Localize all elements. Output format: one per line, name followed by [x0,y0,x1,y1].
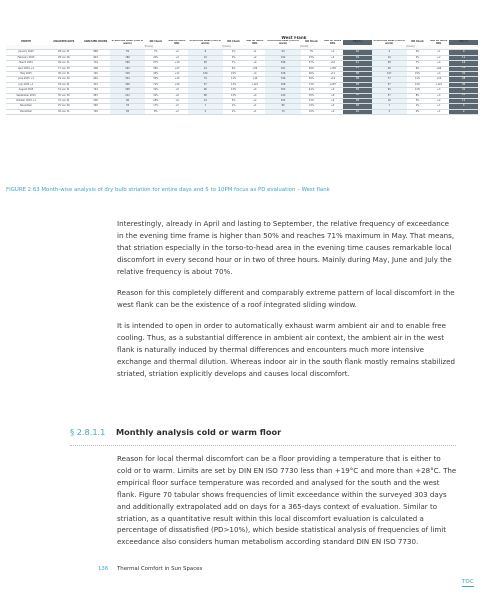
table-cell: 0% [407,50,428,55]
table-cell: +2 [322,109,343,114]
col-analyzed-days: ANALYZED DAYS [53,40,75,44]
table-cell: +4 [428,61,449,66]
cell-month: January 2015 [6,50,46,55]
table-cell: 0% [407,109,428,114]
table-cell: +10 [322,61,343,66]
table-cell: 10% [301,109,322,114]
table-cell: 13% [223,93,244,98]
table-cell: 28 von 31 [46,50,81,55]
table-cell: 23% [301,55,322,60]
cell-month: March 2015 [6,61,46,66]
table-cell: +1 [244,50,265,55]
table-cell: 28 von 28 [46,55,81,60]
table-cell: 7 [372,104,407,109]
table-cell: +4 [244,93,265,98]
cell-month: September 2015 [6,93,46,98]
unit-label: [hours] [372,45,450,50]
table-cell: 24 [188,66,223,71]
table-cell: 11% [223,77,244,82]
table-cell: 7% [407,61,428,66]
table-cell: 11 [449,98,478,103]
col-pd-b: PD(%) [449,40,478,45]
table-cell: 7% [301,50,322,55]
table-cell: 13% [223,82,244,87]
table-cell: +27 [166,66,187,71]
table-cell: 8% [145,109,166,114]
table-cell: +3 [322,50,343,55]
table-cell: 7% [145,50,166,55]
table-cell: 30 von 31 [46,71,81,76]
table-cell: 4 [449,104,478,109]
table-cell: +122 [428,82,449,87]
table-cell: 432 [81,82,109,87]
paragraph-4: Reason for local thermal discomfort can be a floor providing a temperature that is either to cold or to warm. Limits are set by DIN EN ISO 7730 less than +19°C and more than +28°C. The empirical floor surface temperature was recorded and analysed for the south and the west flank. Figure 70 tabular shows frequencies of limit exceedance within the surveyed 303 days and additionally extrapolated add on days for a 365-days context of evaluation. Similar to striation, as a quantitative result within this local discomfort evaluation is calculated a percentage of dissatisfied (PD>10%), which beside statistical analysis of frequencies of limit exceedance also considers human metabolism according standard DIN EN ISO 7730. [117,454,457,547]
table-cell: 95 [372,88,407,93]
table-cell: +1 [428,50,449,55]
table-cell: 1% [223,109,244,114]
table-cell: 71% [301,82,322,87]
table-cell: +20 [166,82,187,87]
table-cell: 64 [265,50,300,55]
table-cell: 41% [301,88,322,93]
table-cell: 396 [110,61,145,66]
table-cell: 8 [188,50,223,55]
table-cell: 308 [265,82,300,87]
table-cell: 15% [223,71,244,76]
table-cell: 88 [188,93,223,98]
table-cell: 15% [407,71,428,76]
table-cell: 107 [372,71,407,76]
table-cell: 8% [407,93,428,98]
col-striation-d: STRIATION Meas (cold or warm) [373,40,406,45]
table-cell: +5 [166,104,187,109]
col-add-a: add on hours DDL [168,40,186,45]
table-cell: +5 [322,104,343,109]
table-cell: 31 von 31 [46,88,81,93]
table-cell: +14 [166,77,187,82]
table-cell: 28 [372,66,407,71]
table-cell: 40% [301,66,322,71]
table-cell: 79 [188,77,223,82]
table-cell: +122 [244,82,265,87]
col-add-d: add on hours DDL [430,40,448,45]
table-cell: +11 [166,71,187,76]
table-cell: 4 [372,50,407,55]
paragraph-2: Reason for this completely different and comparably extreme pattern of local discomfort in the west flank can be the existence of a roof integrated sliding window. [117,288,455,309]
table-cell: 39 [343,55,371,60]
col-month: MONTH [21,40,31,44]
table-cell: +10 [244,77,265,82]
table-cell: 44% [145,71,166,76]
table-cell: +2 [166,109,187,114]
table-cell: 30 [449,82,478,87]
table-cell: 57% [145,61,166,66]
section-title: Monthly analysis cold or warm floor [116,427,282,437]
cell-month: April 2015 +1 [6,66,46,71]
section-heading [70,427,456,446]
table-cell: 35% [301,93,322,98]
table-cell: 13% [223,88,244,93]
table-cell: 692 [81,77,109,82]
table-cell: 38 [343,82,371,87]
table-cell: +2 [166,50,187,55]
table-cell: 720 [81,109,109,114]
table-cell: 57 [372,82,407,87]
table-cell: 21% [301,98,322,103]
table-cell: 868 [81,50,109,55]
table-cell: 11% [407,77,428,82]
col-add-c: add on hours DDL [324,40,342,45]
table-cell: 38 [343,98,371,103]
table-cell: 38 [343,77,371,82]
table-cell: +1 [244,104,265,109]
table-cell: 565 [81,104,109,109]
table-cell: 14 [188,98,223,103]
table-cell: +4 [428,71,449,76]
table-cell: +2 [428,55,449,60]
table-cell: +11 [322,71,343,76]
page-footer [98,566,428,572]
table-cell: 11 [449,55,478,60]
table-cell: 2% [223,55,244,60]
table-cell: +4 [244,61,265,66]
table-cell: +2 [428,98,449,103]
paragraph-3: It is intended to open in order to automatically exhaust warm ambient air and to enable free cooling. Thus, as a substantial difference in ambient air context, the ambient air in the west flank is naturally induced by thermal differences and encounters much more intensive exchange and thermal dilution. Whereas indoor air in the south flank mostly remains stabilized striated, striation explicitly develops and causes local discomfort. [117,321,455,378]
table-cell: 398 [265,61,300,66]
cell-month: October 2015 +1 [6,98,46,103]
table-cell: 98 [110,98,145,103]
table-cell: 46% [301,71,322,76]
table-cell: +4 [244,88,265,93]
table-cell: 687 [81,93,109,98]
west-flank-table [6,36,478,115]
table-cell: 109 [188,71,223,76]
table-cell: 222 [110,93,145,98]
table-cell: 48 [188,61,223,66]
table-cell: +1 [428,104,449,109]
table-cell: 31 von 31 [46,98,81,103]
table-cell: 38 [343,88,371,93]
table-cell: +2 [244,55,265,60]
table-cell: 167 [265,66,300,71]
cell-month: July 2015 +1 [6,82,46,87]
cell-month: August 2015 [6,88,46,93]
table-cell: 744 [81,88,109,93]
table-cell: 500 [81,98,109,103]
unit-label: [hours] [110,45,188,50]
table-cell: +10 [166,61,187,66]
table-cell: 38 [343,71,371,76]
table-cell: +50 [244,66,265,71]
cell-month: November [6,104,46,109]
table-cell: 17% [145,104,166,109]
table-cell: 105 [265,98,300,103]
table-cell: 28 [449,93,478,98]
table-cell: 22% [145,55,166,60]
table-cell: +4 [166,55,187,60]
table-cell: 16 [343,50,371,55]
table-cell: 19 [188,55,223,60]
table-cell: 19 [372,55,407,60]
col-striation-a: STRIATION Meas (cold or warm) [111,40,144,45]
table-cell: 824 [81,55,109,60]
table-cell: 6% [223,66,244,71]
table-cell: 28 [449,77,478,82]
table-cell: 17 von 30 [46,66,81,71]
cell-month: February 2015 [6,55,46,60]
table-cell: 719 [81,61,109,66]
table-cell: 80 [265,104,300,109]
table-cell: 50% [301,77,322,82]
table-cell: +207 [322,82,343,87]
table-cell: 57 [188,82,223,87]
table-cell: 318 [110,71,145,76]
table-cell: 3 [372,109,407,114]
table-cell: 30 von 31 [46,61,81,66]
data-table [6,36,478,115]
table-cell: 16 [372,98,407,103]
table-cell: 1% [407,104,428,109]
figure-caption: FIGURE 2.63 Month-wise analysis of dry bulb striation for entire days and 5 to 10PM focus as PD evaluation – West flank [6,187,330,193]
toc-link[interactable]: TOC [462,579,474,585]
group-header: West Flank [281,36,307,40]
table-cell: 38 [343,93,371,98]
table-cell: +8 [166,93,187,98]
table-cell: 71% [145,82,166,87]
table-cell: 32 [449,88,478,93]
table-row [6,109,478,114]
table-cell: 346 [265,77,300,82]
table-cell: 186 [110,55,145,60]
table-cell: 344 [110,77,145,82]
table-cell: 2 [449,109,478,114]
col-striation-c: STRIATION Meas (cold or warm) [267,40,300,45]
table-cell: 48 [372,61,407,66]
table-cell: 32% [145,93,166,98]
table-cell: 328 [265,71,300,76]
table-cell: 162 [110,66,145,71]
table-cell: 7 [188,104,223,109]
table-cell: +4 [428,93,449,98]
table-cell: +138 [322,66,343,71]
table-cell: +60 [428,66,449,71]
table-cell: 13% [407,82,428,87]
table-cell: 32 [449,71,478,76]
table-cell: 16 [449,61,478,66]
table-cell: 96 [188,88,223,93]
col-striation-b: STRIATION Meas (cold or warm) [189,40,222,45]
book-title: Thermal Comfort in Sun Spaces [117,566,203,572]
table-cell: +1 [428,109,449,114]
col-dd-b: DD Check [227,40,240,44]
table-cell: +4 [322,55,343,60]
table-cell: 29 von 30 [46,77,81,82]
table-cell: +10 [428,77,449,82]
table-cell: +2 [244,98,265,103]
table-cell: 3% [407,98,428,103]
table-cell: 39% [145,66,166,71]
table-cell: +1 [244,109,265,114]
unit-label: [hours] [188,45,266,50]
table-cell: 30 von 30 [46,93,81,98]
table-cell: 1% [223,104,244,109]
table-cell: 408 [81,66,109,71]
cell-month: May 2015 [6,71,46,76]
page-number: 136 [98,566,109,572]
table-cell: 16 [449,66,478,71]
table-cell: 0 [449,50,478,55]
col-dd-c: DD Check [305,40,318,44]
table-cell: 6% [407,66,428,71]
table-cell: +4 [428,88,449,93]
table-cell: +9 [166,88,187,93]
table-cell: 14% [301,104,322,109]
table-cell: 57 [372,93,407,98]
cell-month: June 2015 +1 [6,77,46,82]
table-cell: 16 [343,109,371,114]
paragraph-1: Interestingly, already in April and lasting to September, the relative frequency of exceedance in the evening time frame is higher than 50% and reaches 71% maximum in May. That means, that striation especially in the torso-to-head area in the evening time causes remarkable local discomfort in every second hour or in two of three hours. Mainly during May, June and July the relative frequency is about 70%. [117,219,455,276]
table-cell: +9 [322,88,343,93]
section-number: § 2.8.1.1 [70,427,106,437]
table-cell: 2% [407,55,428,60]
table-cell: +4 [244,71,265,76]
table-cell: 303 [265,88,300,93]
table-cell: 41 [343,66,371,71]
col-dd-d: DD Check [411,40,424,44]
table-cell: 7% [223,61,244,66]
table-cell: 38 [343,104,371,109]
table-cell: 3% [223,98,244,103]
table-cell: 70 [265,109,300,114]
table-cell: +8 [322,93,343,98]
table-cell: 57% [301,61,322,66]
table-cell: 18% [145,98,166,103]
table-cell: 59 [110,50,145,55]
col-dd-a: DD Check [149,40,162,44]
table-cell: 240 [265,93,300,98]
table-cell: +14 [322,77,343,82]
table-cell: +6 [166,98,187,103]
table-cell: 308 [110,88,145,93]
col-pd-a: PD(%) [343,40,371,45]
table-cell: 1% [223,50,244,55]
table-cell: 41% [145,88,166,93]
table-cell: +6 [322,98,343,103]
table-cell: 77 [372,77,407,82]
table-cell: 58 [110,109,145,114]
table-cell: 30 von 31 [46,109,81,114]
col-add-b: add on hours DDL [246,40,264,45]
table-cell: 25 von 30 [46,104,81,109]
cell-month: December [6,109,46,114]
table-cell: 18 von 31 [46,82,81,87]
table-cell: 50% [145,77,166,82]
table-cell: 41 [343,61,371,66]
table-cell: 192 [265,55,300,60]
col-analyzed-hours: ANALYZED HOURS [83,40,108,44]
table-cell: 13% [407,88,428,93]
unit-label: [hours] [265,45,343,50]
table-cell: 306 [110,82,145,87]
table-cell: 5 [188,109,223,114]
table-cell: 78 [110,104,145,109]
table-cell: 720 [81,71,109,76]
